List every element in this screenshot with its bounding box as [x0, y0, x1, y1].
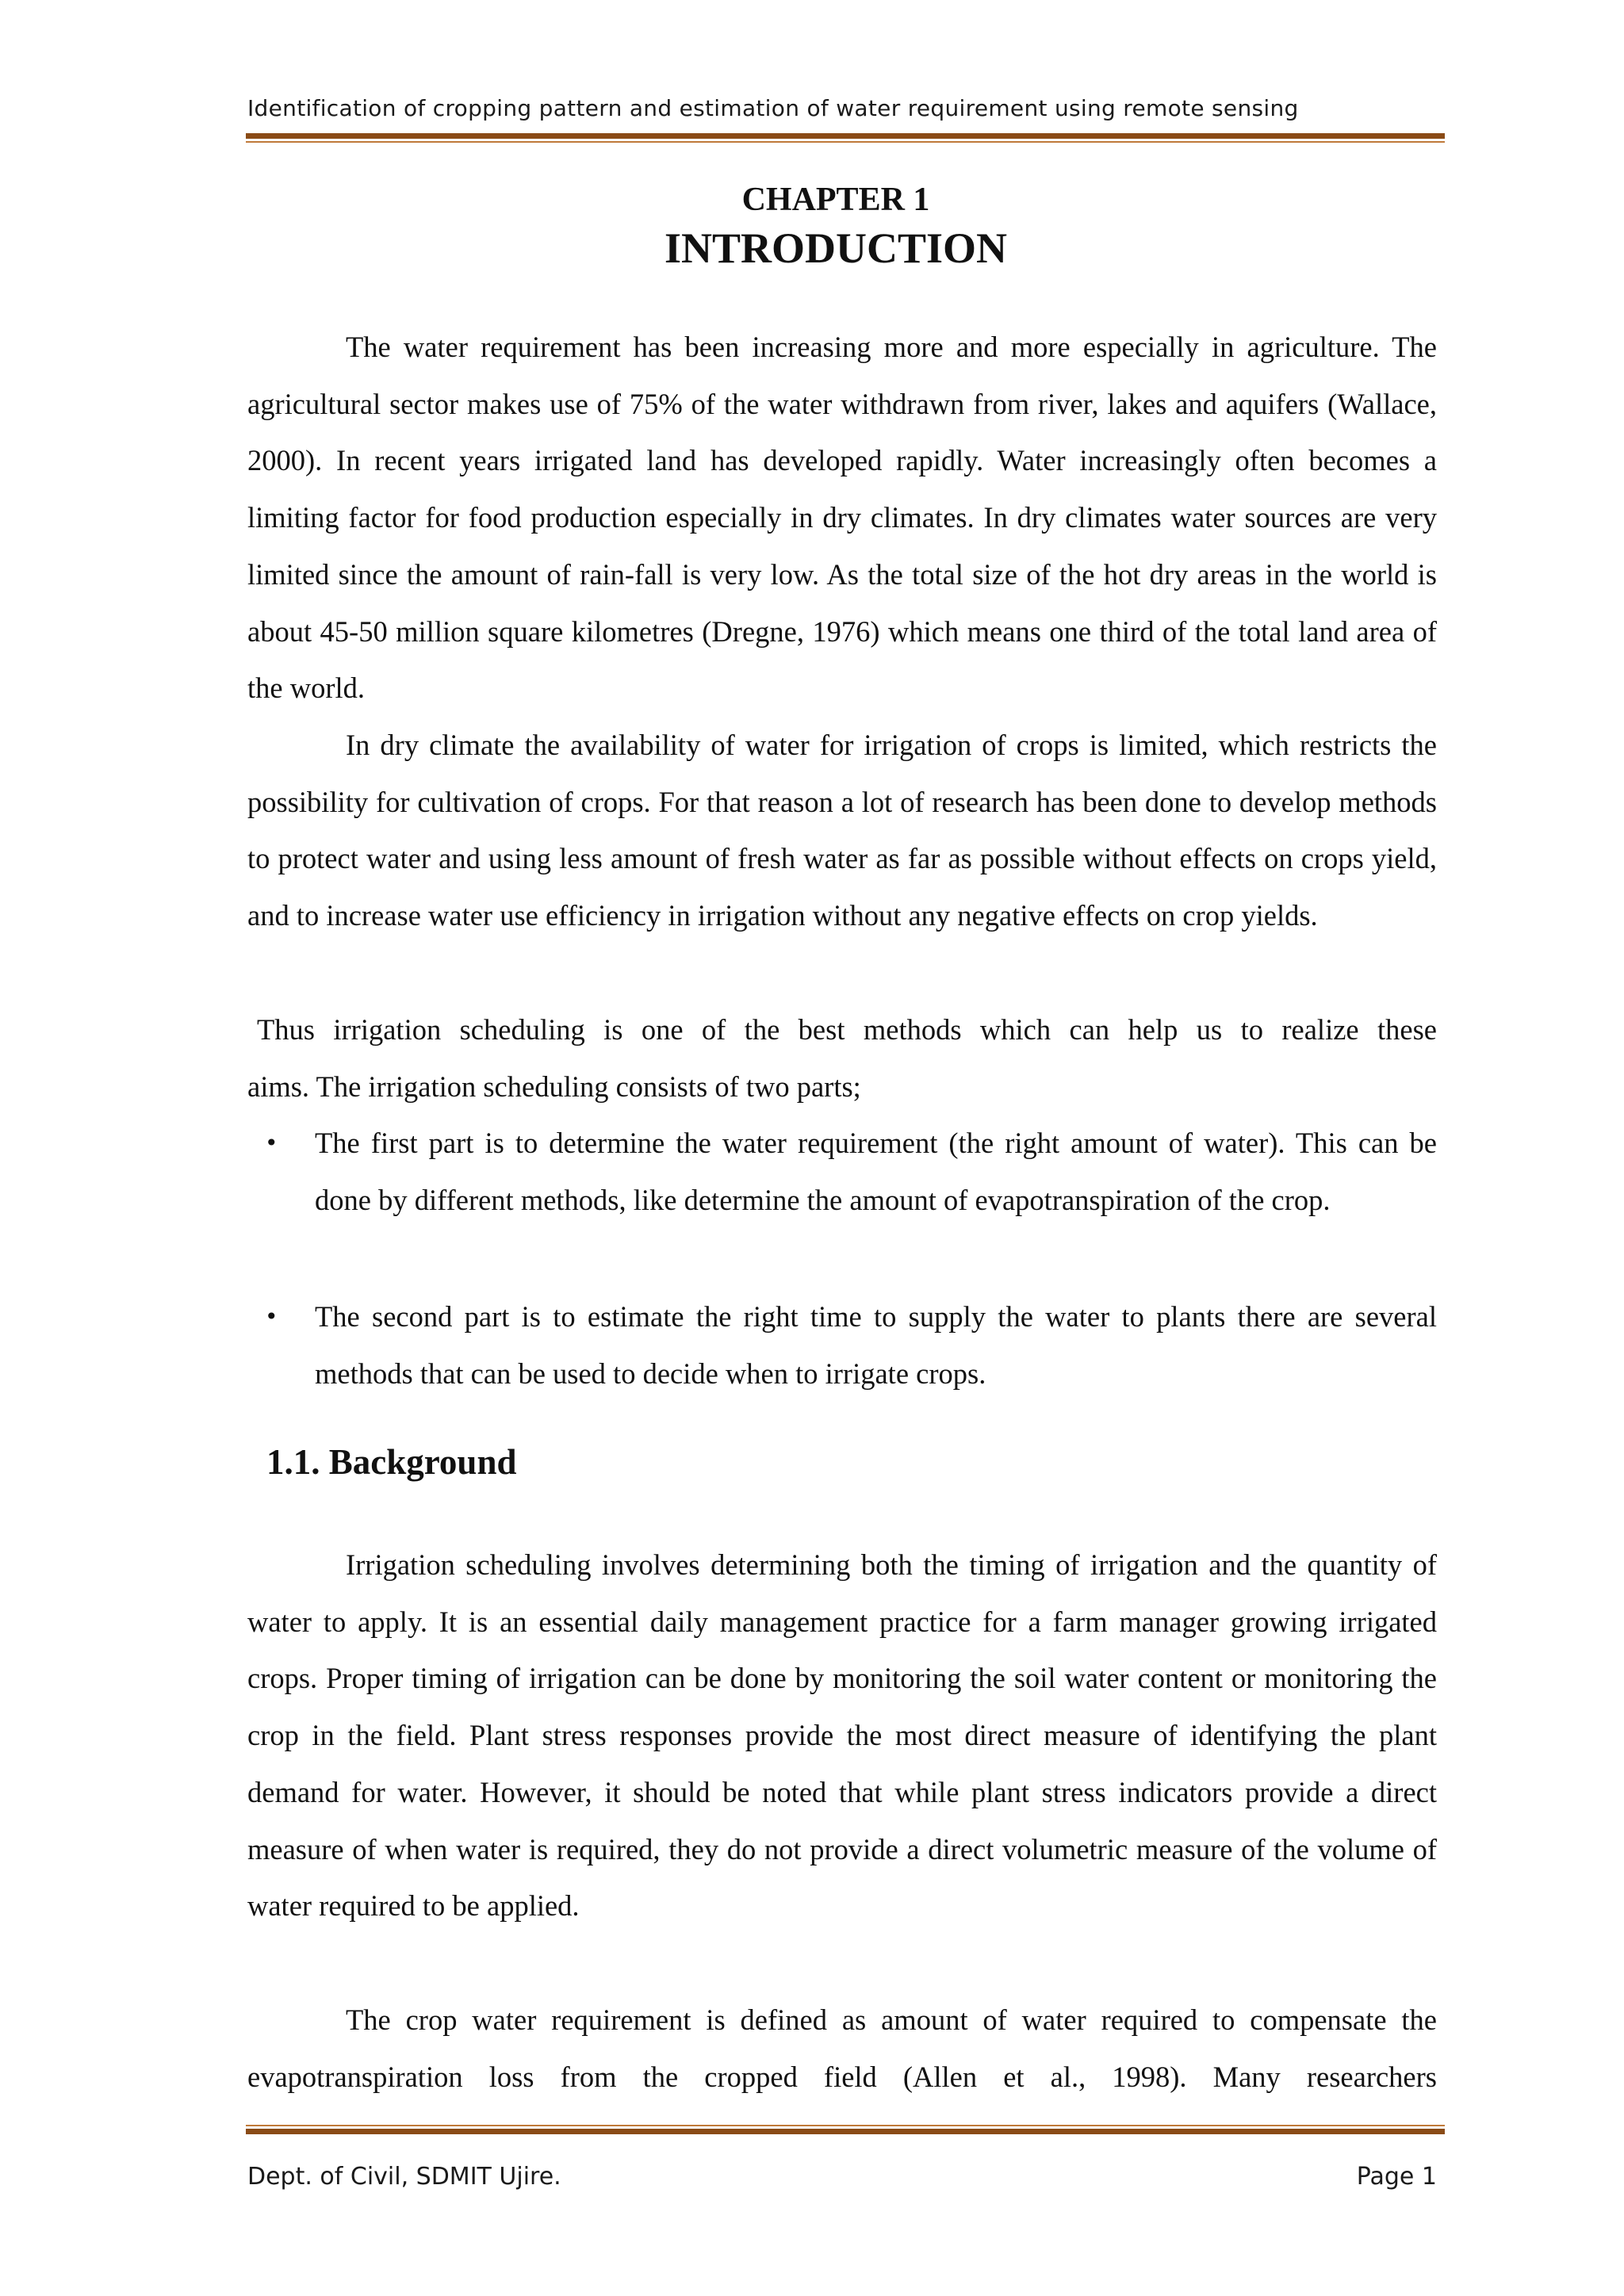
- bullet-text: The first part is to determine the water requirement (the right amount of water). This can be done by different methods, like determine the amount of evapotranspiration of the crop.: [315, 1127, 1437, 1216]
- intro-paragraph-3-line-1: Thus irrigation scheduling is one of the best methods which can help us to realize these: [257, 1013, 1437, 1046]
- intro-paragraph-2: In dry climate the availability of water for irrigation of crops is limited, which restricts the possibility for cultivation of crops. For that reason a lot of research has been done to develop methods to protect water and using less amount of fresh water as far as possible without effects on crops yield, and to increase water use efficiency in irrigation without any negative effects on crop yields.: [247, 729, 1437, 932]
- section-heading-background: 1.1. Background: [266, 1442, 517, 1482]
- background-paragraph-1: Irrigation scheduling involves determining both the timing of irrigation and the quantity of water to apply. It is an essential daily management practice for a farm manager growing irrigated crops. Proper timing of irrigation can be done by monitoring the soil water content or monitoring the crop in the field. Plant stress responses provide the most direct measure of identifying the plant demand for water. However, it should be noted that while plant stress indicators provide a direct measure of when water is required, they do not provide a direct volumetric measure of the volume of water required to be applied.: [247, 1548, 1437, 1923]
- chapter-number: CHAPTER 1: [741, 182, 930, 218]
- footer-divider-thick: [246, 2129, 1445, 2134]
- bullet-list-2: [247, 1288, 1437, 1402]
- background-paragraph-2: The crop water requirement is defined as amount of water required to compensate the evapotranspiration loss from the cropped field (Allen et al., 1998). Many researchers: [247, 2003, 1437, 2093]
- intro-paragraph-1: The water requirement has been increasing more and more especially in agriculture. The agricultural sector makes use of 75% of the water withdrawn from river, lakes and aquifers (Wallace, 2000). In recent years irrigated land has developed rapidly. Water increasingly often becomes a limiting factor for food production especially in dry climates. In dry climates water sources are very limited since the amount of rain-fall is very low. As the total size of the hot dry areas in the world is about 45-50 million square kilometres (Dregne, 1976) which means one third of the total land area of the world.: [247, 331, 1437, 705]
- bullet-text: The second part is to estimate the right time to supply the water to plants there are several methods that can be used to decide when to irrigate crops.: [315, 1300, 1437, 1390]
- header-divider-thick: [246, 133, 1445, 139]
- bullet-list-1: [247, 1115, 1437, 1228]
- bullet-icon: •: [265, 1130, 278, 1156]
- list-item: [247, 1288, 1437, 1402]
- page-number: Page 1: [1356, 2163, 1437, 2191]
- running-header: Identification of cropping pattern and estimation of water requirement using remote sensing: [247, 95, 1299, 121]
- header-divider: [246, 133, 1445, 143]
- header-divider-thin: [246, 141, 1445, 143]
- intro-paragraph-3-line-2: aims. The irrigation scheduling consists of two parts;: [247, 1070, 861, 1103]
- bullet-icon: •: [265, 1303, 278, 1330]
- footer-divider: [246, 2125, 1445, 2134]
- chapter-title: INTRODUCTION: [664, 224, 1008, 272]
- list-item: [247, 1115, 1437, 1228]
- footer-department: Dept. of Civil, SDMIT Ujire.: [247, 2163, 561, 2191]
